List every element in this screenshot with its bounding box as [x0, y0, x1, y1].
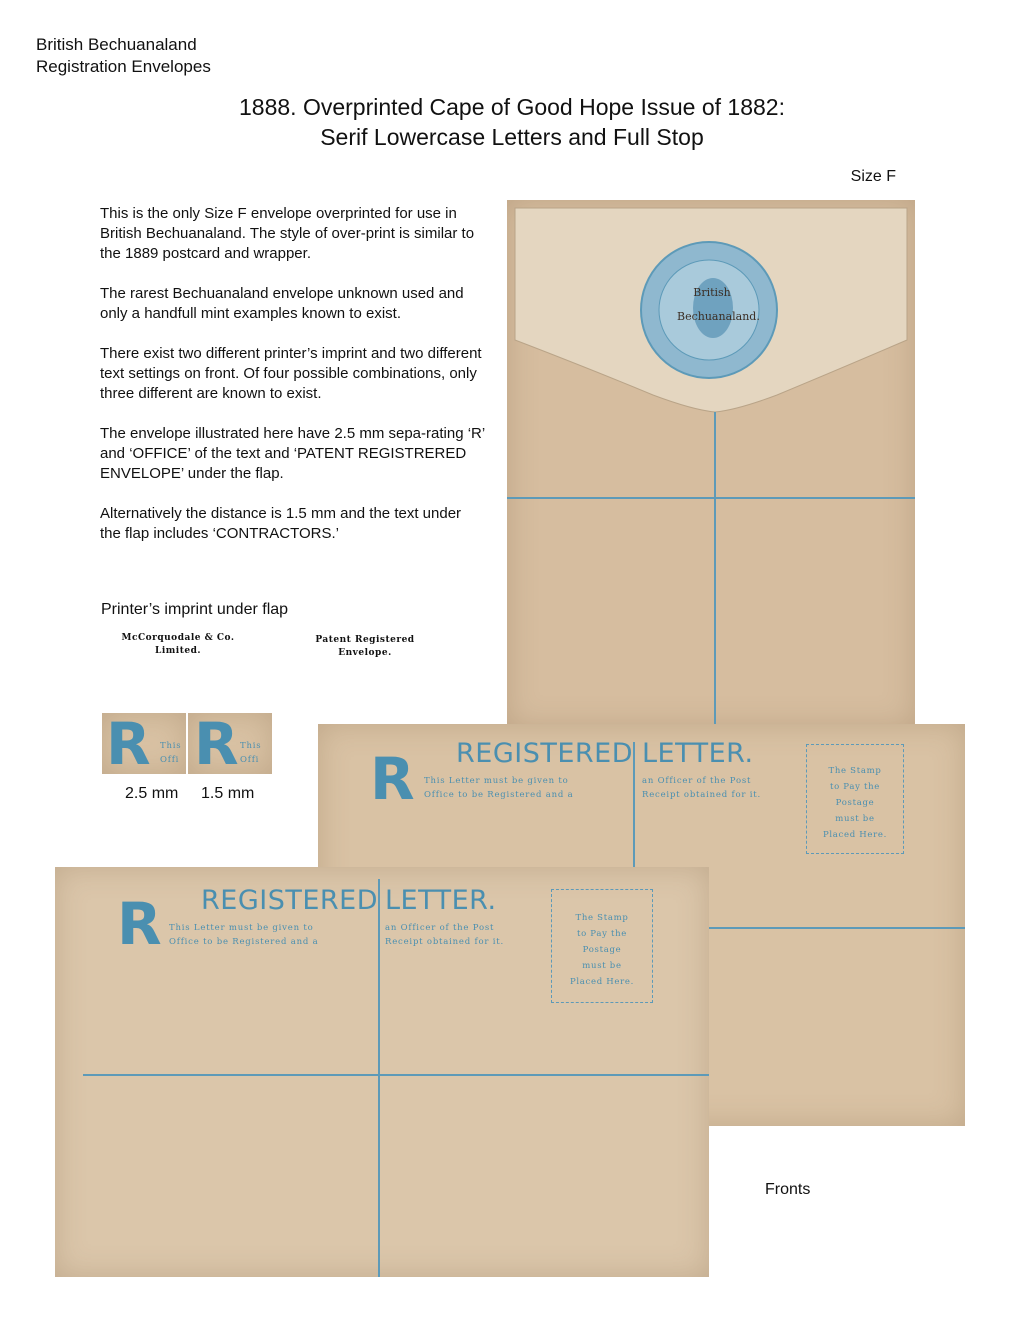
page-header	[36, 34, 211, 78]
envelope-back-image	[507, 200, 915, 728]
sample-2-text-1: This	[240, 741, 262, 751]
overprint-line-1: British	[693, 286, 731, 299]
envelope-back-drawing	[507, 200, 915, 728]
front-2-stamp-box	[551, 889, 653, 1003]
caption-1-5mm: 1.5 mm	[201, 785, 255, 802]
front-2-left-line-1: This Letter must be given to	[169, 923, 314, 933]
front-2-right-line-1: an Officer of the Post	[385, 923, 495, 933]
title-line-1: 1888. Overprinted Cape of Good Hope Issue of 1882:	[239, 94, 785, 120]
front-1-left-line-2: Office to be Registered and a	[424, 790, 574, 800]
imprint-left-line-1: McCorquodale & Co.	[121, 633, 235, 643]
paragraph-1: This is the only Size F envelope overprinted for use in British Bechuanaland. The style of over-print is similar to the 1889 postcard and wrapper.	[100, 205, 475, 262]
imprint-left	[98, 632, 258, 658]
fronts-label: Fronts	[765, 1181, 811, 1198]
front-1-stamp-line-2: to Pay the	[829, 782, 881, 792]
front-2-left-text	[169, 921, 318, 949]
paragraph-2: The rarest Bechuanaland envelope unknown used and only a handfull mint examples known to exist.	[100, 285, 464, 322]
front-1-big-r: R	[370, 745, 415, 813]
front-2-stamp-line-3: Postage	[582, 945, 622, 955]
front-2-big-r: R	[117, 890, 162, 958]
front-2-horizontal-line	[83, 1074, 709, 1076]
header-line-1: British Bechuanaland	[36, 35, 197, 54]
imprint-right-line-1: Patent Registered	[315, 635, 415, 645]
imprint-label: Printer’s imprint under flap	[101, 601, 289, 618]
front-1-letter: LETTER.	[642, 738, 754, 769]
front-2-stamp-line-5: Placed Here.	[569, 977, 635, 987]
front-1-right-line-2: Receipt obtained for it.	[642, 790, 761, 800]
envelope-front-2	[55, 867, 709, 1277]
front-1-left-line-1: This Letter must be given to	[424, 776, 569, 786]
sample-2-r: R	[194, 710, 239, 778]
front-1-right-line-1: an Officer of the Post	[642, 776, 752, 786]
imprint-right-line-2: Envelope.	[338, 648, 392, 658]
paragraph-4: The envelope illustrated here have 2.5 mm sepa-rating ‘R’ and ‘OFFICE’ of the text and ‘PATENT REGISTRERED ENVELOPE’ under the flap.	[100, 425, 485, 482]
front-2-registered: REGISTERED	[201, 885, 379, 916]
paragraph-5: Alternatively the distance is 1.5 mm and the text under the flap includes ‘CONTRACTORS.’	[100, 505, 462, 542]
header-line-2: Registration Envelopes	[36, 57, 211, 76]
front-2-left-line-2: Office to be Registered and a	[169, 937, 319, 947]
imprint-right	[290, 634, 440, 660]
front-2-right-text	[385, 921, 504, 949]
front-2-stamp-line-1: The Stamp	[575, 913, 629, 923]
spacing-sample-2-5mm	[102, 710, 186, 778]
front-2-letter: LETTER.	[385, 885, 497, 916]
caption-2-5mm: 2.5 mm	[125, 785, 179, 802]
imprint-left-line-2: Limited.	[155, 646, 201, 656]
paragraph-3: There exist two different printer’s imprint and two different text settings on front. Of four possible combinations, only three different are known to exist.	[100, 345, 482, 402]
sample-2-text-2: Offi	[240, 755, 260, 765]
front-2-stamp-line-2: to Pay the	[576, 929, 628, 939]
front-1-stamp-line-3: Postage	[835, 798, 875, 808]
front-1-registered: REGISTERED	[456, 738, 634, 769]
page-title	[0, 92, 1024, 152]
sample-1-text-1: This	[160, 741, 182, 751]
front-2-vertical-line	[378, 879, 380, 1277]
front-1-left-text	[424, 774, 573, 802]
front-1-right-text	[642, 774, 761, 802]
front-2-stamp-line-4: must be	[582, 961, 622, 971]
front-1-stamp-line-4: must be	[835, 814, 875, 824]
spacing-sample-1-5mm	[188, 710, 272, 778]
front-1-stamp-line-5: Placed Here.	[822, 830, 888, 840]
title-line-2: Serif Lowercase Letters and Full Stop	[320, 124, 704, 150]
front-2-right-line-2: Receipt obtained for it.	[385, 937, 504, 947]
sample-2-text	[240, 739, 261, 767]
sample-1-text	[160, 739, 181, 767]
stamp-overprint	[677, 281, 760, 329]
overprint-line-2: Bechuanaland.	[677, 310, 760, 323]
description-text	[100, 204, 485, 564]
sample-1-text-2: Offi	[160, 755, 180, 765]
front-1-stamp-line-1: The Stamp	[828, 766, 882, 776]
size-label: Size F	[850, 168, 896, 185]
sample-1-r: R	[106, 710, 151, 778]
front-1-stamp-box	[806, 744, 904, 854]
